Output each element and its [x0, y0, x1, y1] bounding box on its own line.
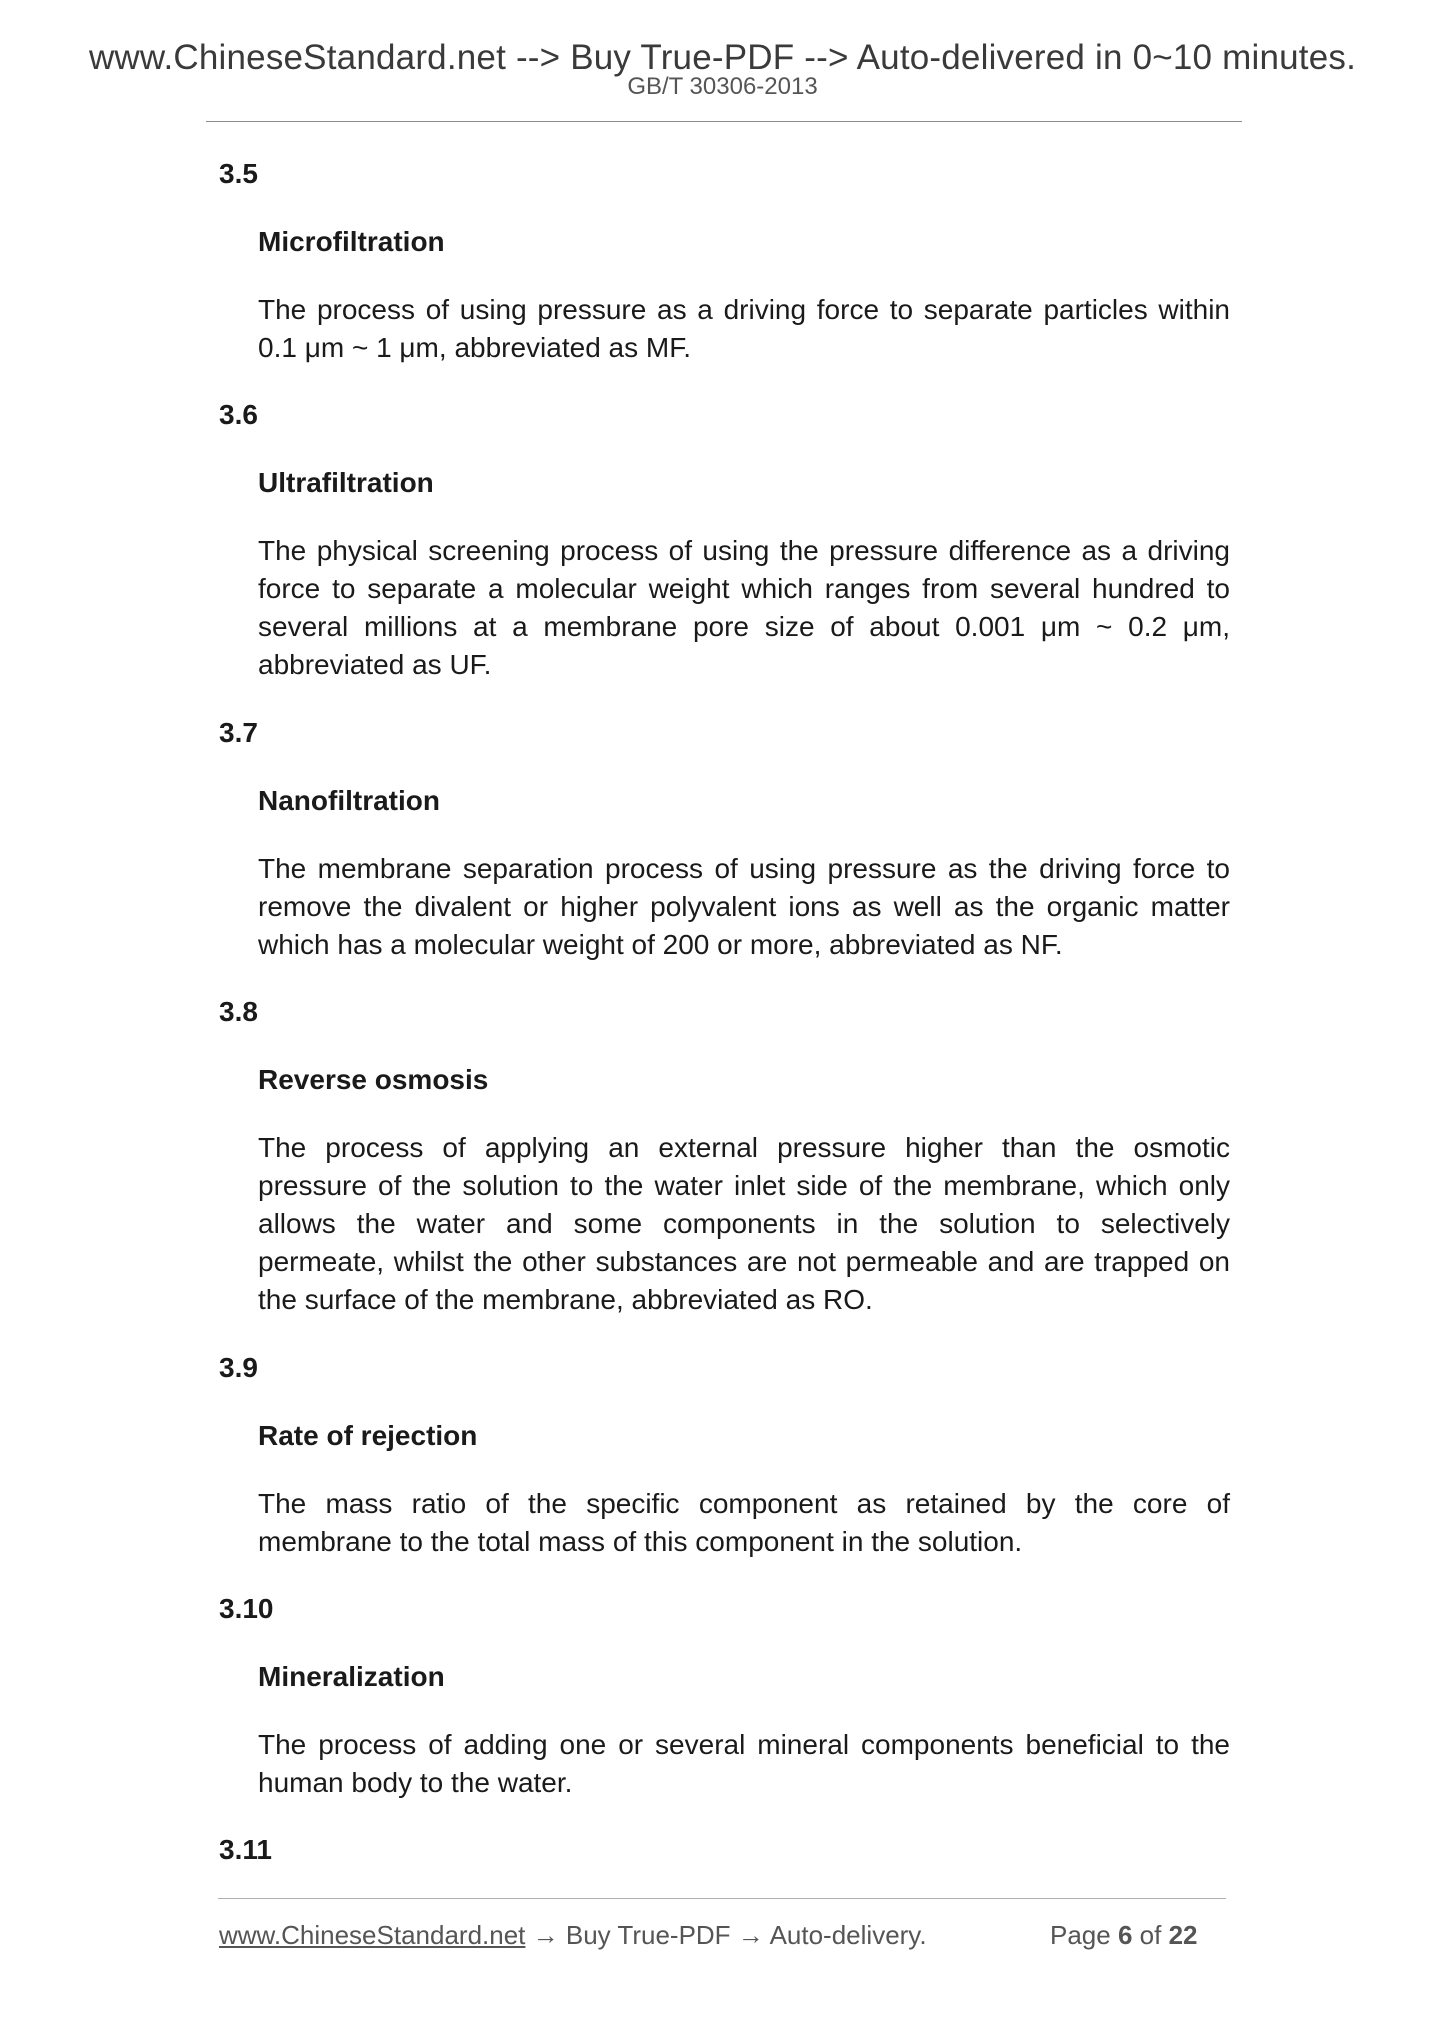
current-page-number: 6 — [1117, 1920, 1133, 1950]
clause-number: 3.9 — [219, 1352, 258, 1383]
term-title: Reverse osmosis — [258, 1064, 489, 1095]
total-pages: 22 — [1168, 1920, 1198, 1950]
footer-navigation — [219, 1920, 927, 1951]
term-definition: The mass ratio of the specific component as retained by the core of membrane to the total mass of this component in the solution. — [258, 1488, 1230, 1557]
clause-number: 3.6 — [219, 399, 258, 430]
footer-site-link[interactable]: www.ChineseStandard.net — [219, 1920, 526, 1950]
term-definition: The physical screening process of using the pressure difference as a driving force to separate a molecular weight which ranges from several hundred to several millions at a membrane pore size of about 0.001 μm ~ 0.2 μm, abbreviated as UF. — [258, 535, 1230, 680]
document-code: GB/T 30306-2013 — [627, 73, 818, 100]
term-title: Microfiltration — [258, 226, 445, 257]
footer-nav-text: → Buy True-PDF → Auto-delivery. — [525, 1920, 927, 1950]
of-label: of — [1139, 1920, 1162, 1950]
clause-number: 3.5 — [219, 158, 258, 189]
clause-number: 3.7 — [219, 717, 258, 748]
term-title: Rate of rejection — [258, 1420, 478, 1451]
term-title: Mineralization — [258, 1661, 445, 1692]
term-definition: The process of using pressure as a driving force to separate particles within 0.1 μm ~ 1 μm, abbreviated as MF. — [258, 294, 1230, 363]
clause-number: 3.11 — [219, 1834, 272, 1865]
term-title: Nanofiltration — [258, 785, 440, 816]
term-definition: The process of applying an external pressure higher than the osmotic pressure of the solution to the water inlet side of the membrane, which only allows the water and some components in the solution to selectively permeate, whilst the other substances are not permeable and are trapped on the surface of the membrane, abbreviated as RO. — [258, 1132, 1230, 1315]
clause-number: 3.8 — [219, 996, 258, 1027]
term-title: Ultrafiltration — [258, 467, 434, 498]
site-banner: www.ChineseStandard.net --> Buy True-PDF --> Auto-delivered in 0~10 minutes. — [88, 38, 1357, 77]
page-indicator — [1050, 1920, 1198, 1951]
clause-number: 3.10 — [219, 1593, 274, 1624]
term-definition: The membrane separation process of using pressure as the driving force to remove the divalent or higher polyvalent ions as well as the organic matter which has a molecular weight of 200 or more, abbreviated as NF. — [258, 853, 1230, 960]
page-label: Page — [1050, 1920, 1111, 1950]
footer-divider — [218, 1898, 1226, 1899]
term-definition: The process of adding one or several mineral components beneficial to the human body to the water. — [258, 1729, 1230, 1798]
